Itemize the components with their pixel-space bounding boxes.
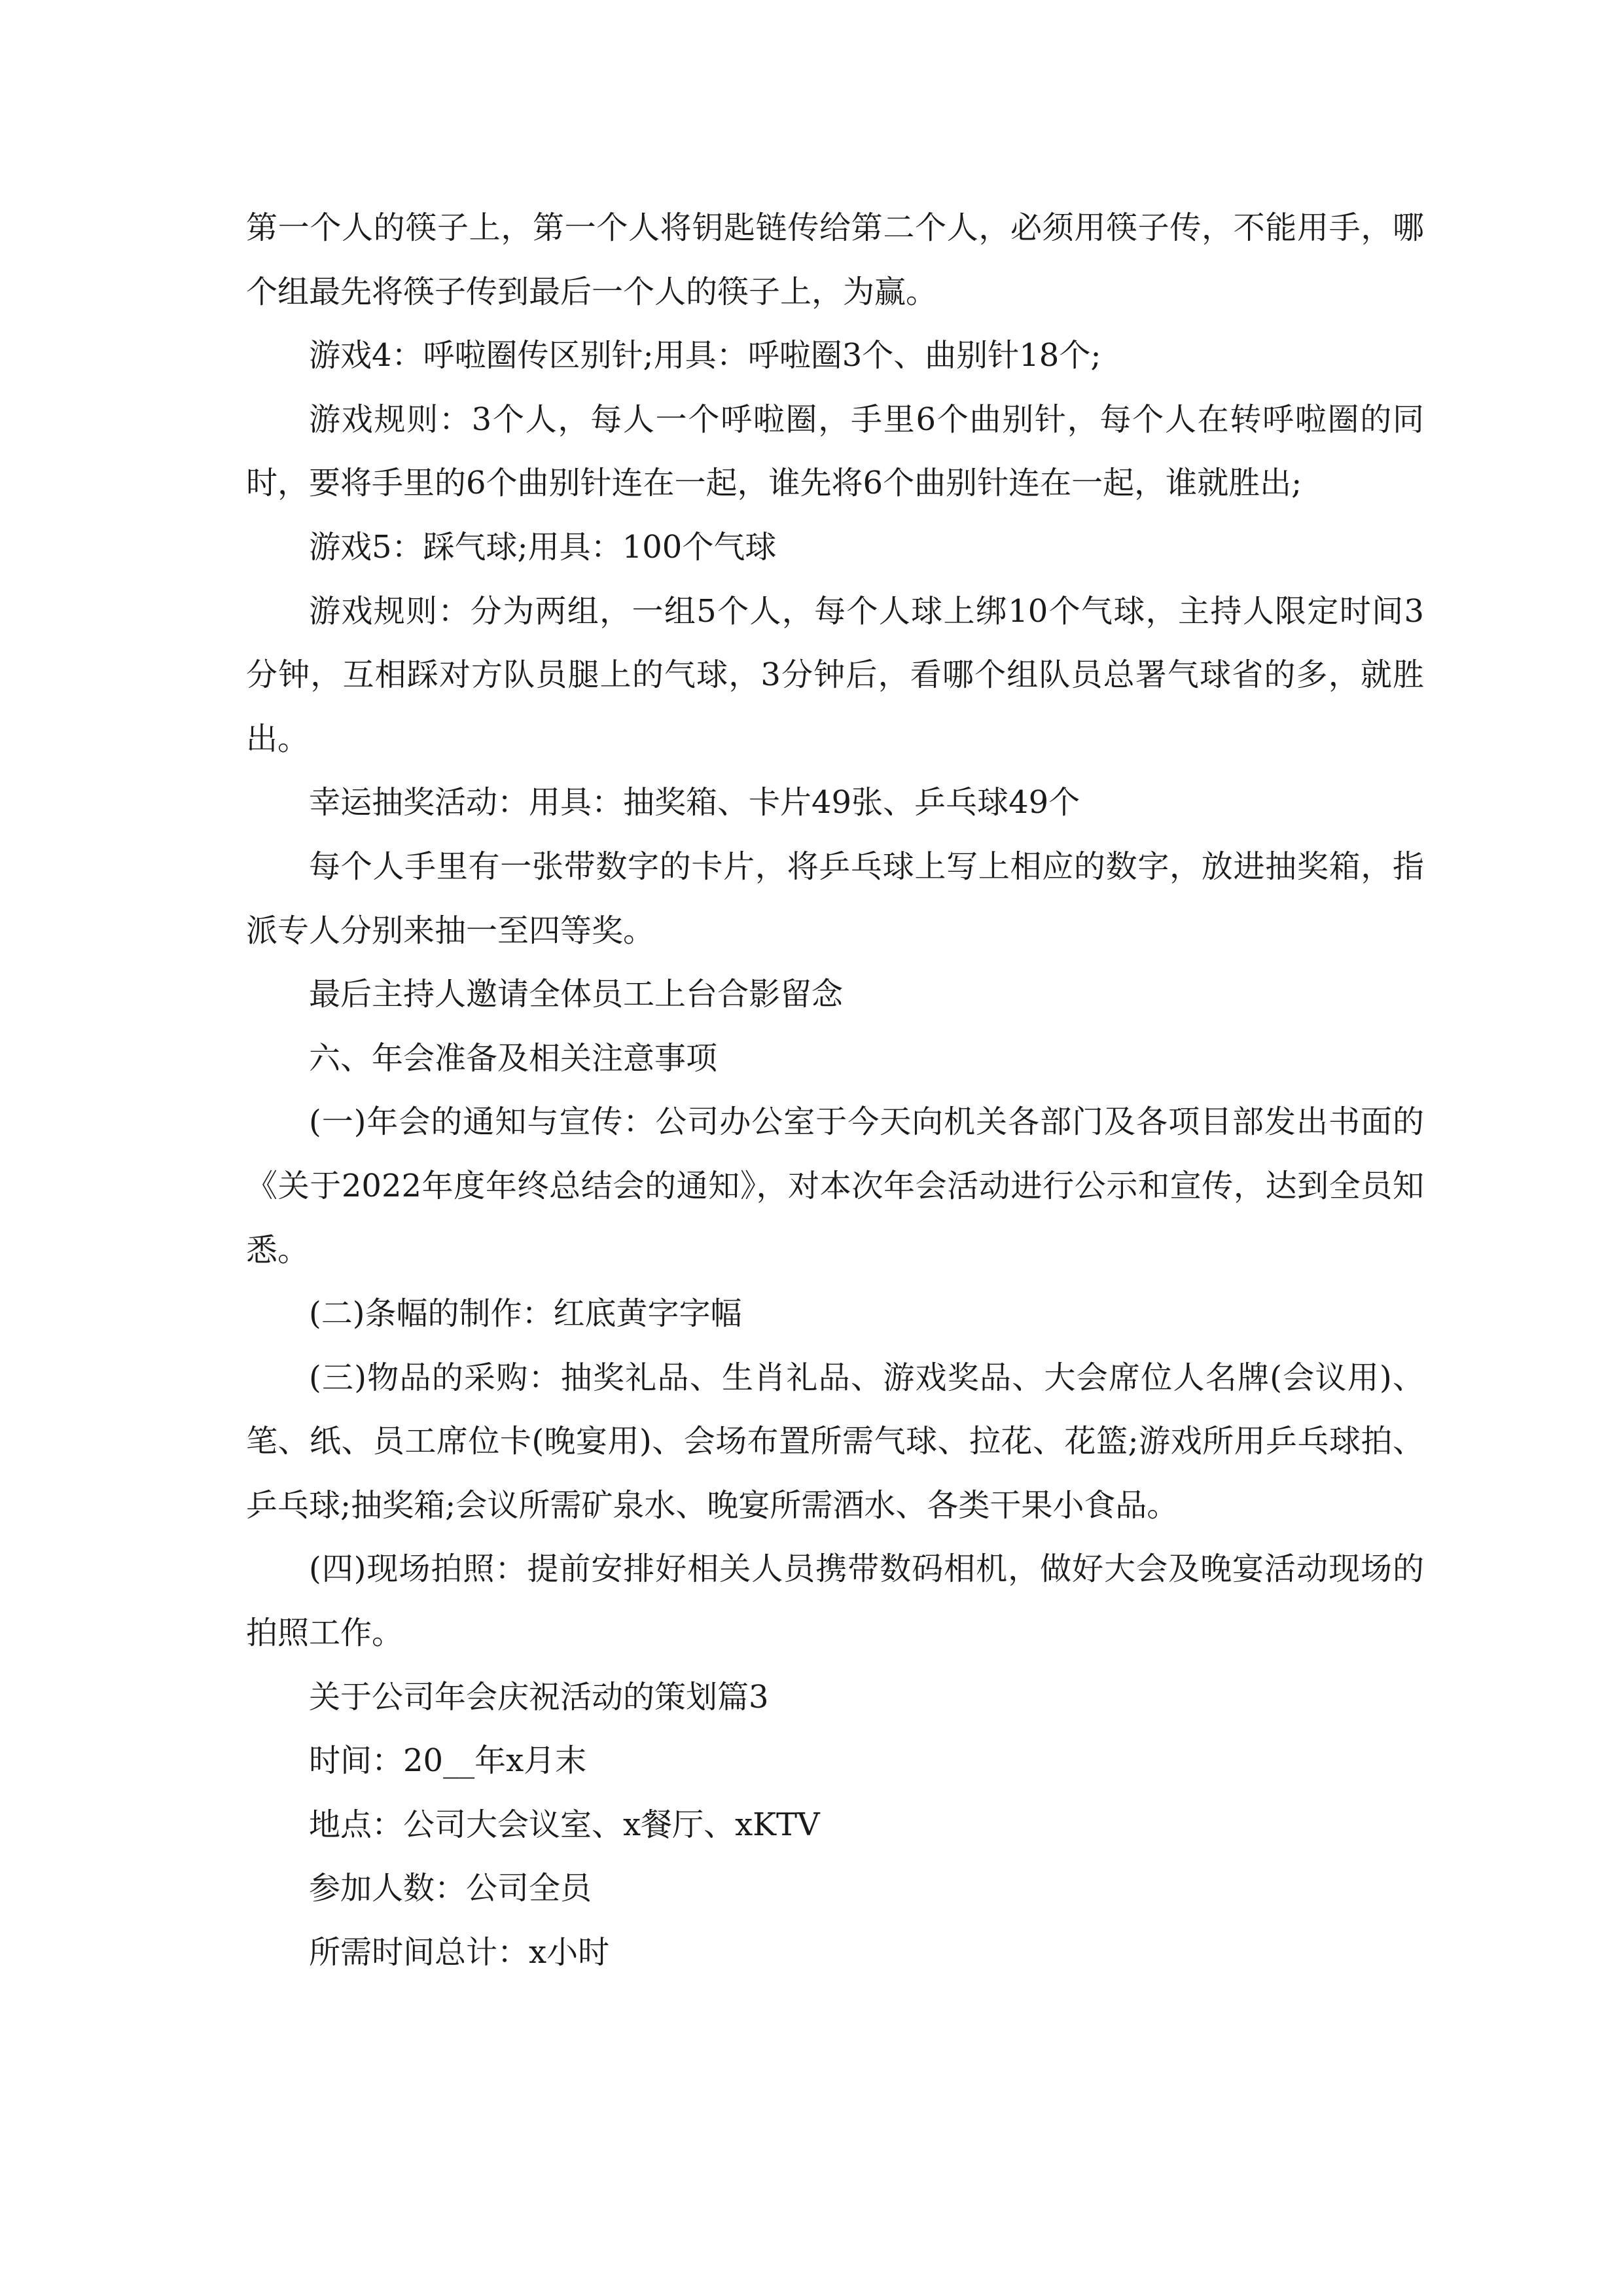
- paragraph-duration: 所需时间总计：x小时: [309, 1934, 610, 1971]
- paragraph-attendees: 参加人数：公司全员: [309, 1870, 592, 1907]
- article-title-part3: 关于公司年会庆祝活动的策划篇3: [309, 1678, 769, 1715]
- paragraph-game5-title: 游戏5：踩气球;用具：100个气球: [309, 528, 777, 565]
- paragraph-location: 地点：公司大会议室、x餐厅、xKTV: [309, 1806, 820, 1843]
- paragraph-lucky-draw-title: 幸运抽奖活动：用具：抽奖箱、卡片49张、乒乓球49个: [309, 784, 1080, 821]
- section-heading-preparation: 六、年会准备及相关注意事项: [309, 1039, 718, 1077]
- paragraph-banner: (二)条幅的制作：红底黄字字幅: [309, 1295, 742, 1333]
- paragraph-notice: (一)年会的通知与宣传：公司办公室于今天向机关各部门及各项目部发出书面的《关于2022年度年终总结会的通知》，对本次年会活动进行公示和宣传，达到全员知悉。: [246, 1103, 1424, 1268]
- paragraph-game4-rules: 游戏规则：3个人，每人一个呼啦圈，手里6个曲别针，每个人在转呼啦圈的同时，要将手里的6个曲别针连在一起，谁先将6个曲别针连在一起，谁就胜出;: [246, 401, 1424, 502]
- paragraph-lucky-draw-rules: 每个人手里有一张带数字的卡片，将乒乓球上写上相应的数字，放进抽奖箱，指派专人分别来抽一至四等奖。: [246, 848, 1424, 949]
- paragraph-time: 时间：20__年x月末: [309, 1742, 587, 1780]
- paragraph-photography: (四)现场拍照：提前安排好相关人员携带数码相机，做好大会及晚宴活动现场的拍照工作。: [246, 1551, 1424, 1652]
- paragraph-purchasing: (三)物品的采购：抽奖礼品、生肖礼品、游戏奖品、大会席位人名牌(会议用)、笔、纸、员工席位卡(晚宴用)、会场布置所需气球、拉花、花篮;游戏所用乒乓球拍、乒乓球;抽奖箱;会议所需矿泉水、晚宴所需酒水、各类干果小食品。: [246, 1359, 1424, 1524]
- paragraph-game5-rules: 游戏规则：分为两组，一组5个人，每个人球上绑10个气球，主持人限定时间3分钟，互相踩对方队员腿上的气球，3分钟后，看哪个组队员总署气球省的多，就胜出。: [246, 592, 1424, 757]
- paragraph-game4-title: 游戏4：呼啦圈传区别针;用具：呼啦圈3个、曲别针18个;: [309, 337, 1101, 374]
- paragraph-game3-continuation: 第一个人的筷子上，第一个人将钥匙链传给第二个人，必须用筷子传，不能用手，哪个组最先将筷子传到最后一个人的筷子上，为赢。: [246, 209, 1424, 310]
- paragraph-group-photo: 最后主持人邀请全体员工上台合影留念: [309, 976, 844, 1013]
- document-body: [246, 196, 1424, 1985]
